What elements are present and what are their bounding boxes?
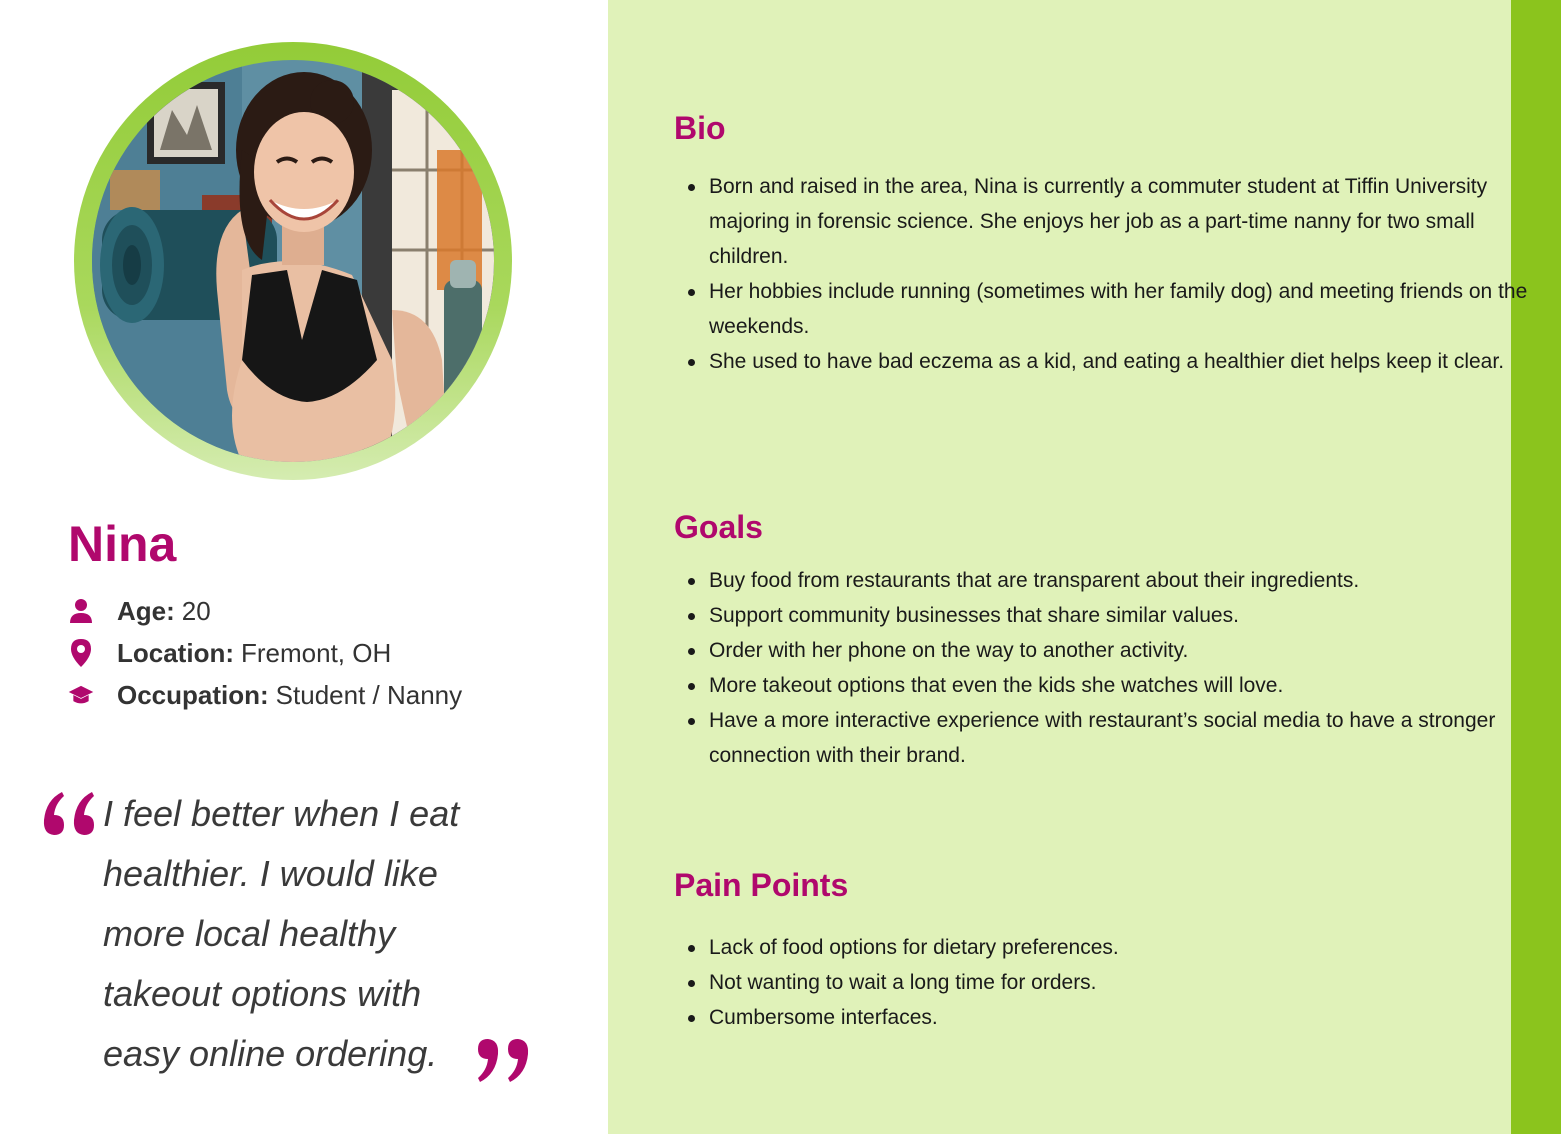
age-label: Age: xyxy=(117,595,175,626)
goals-heading: Goals xyxy=(674,509,763,545)
occupation-row xyxy=(68,675,462,715)
graduation-cap-icon xyxy=(68,680,94,710)
location-pin-icon xyxy=(68,638,94,668)
list-item: Cumbersome interfaces. xyxy=(709,1000,1529,1035)
close-quote-icon xyxy=(476,1038,532,1084)
list-item: Born and raised in the area, Nina is currently a commuter student at Tiffin University majoring in forensic science. She enjoys her job as a part-time nanny for two small children. xyxy=(709,169,1529,274)
list-item: More takeout options that even the kids she watches will love. xyxy=(709,668,1529,703)
list-item: She used to have bad eczema as a kid, and eating a healthier diet helps keep it clear. xyxy=(709,344,1529,379)
list-item: Buy food from restaurants that are transparent about their ingredients. xyxy=(709,563,1529,598)
age-value: 20 xyxy=(181,595,211,626)
list-item: Not wanting to wait a long time for orders. xyxy=(709,965,1529,1000)
open-quote-icon xyxy=(40,790,98,838)
occupation-label: Occupation: xyxy=(117,679,269,710)
pain-points-list xyxy=(674,930,1529,1035)
bio-list xyxy=(674,169,1529,379)
persona-quote xyxy=(103,784,523,1084)
persona-name: Nina xyxy=(68,516,177,572)
list-item: Lack of food options for dietary preferences. xyxy=(709,930,1529,965)
list-item: Order with her phone on the way to another activity. xyxy=(709,633,1529,668)
occupation-value: Student / Nanny xyxy=(275,679,463,710)
list-item: Have a more interactive experience with restaurant’s social media to have a stronger connection with their brand. xyxy=(709,703,1529,773)
location-label: Location: xyxy=(117,637,234,668)
quote-line: easy online ordering. xyxy=(103,1033,438,1074)
quote-line: takeout options with xyxy=(103,973,422,1014)
age-row xyxy=(68,591,211,631)
quote-line: more local healthy xyxy=(103,913,396,954)
list-item: Her hobbies include running (sometimes with her family dog) and meeting friends on the weekends. xyxy=(709,274,1529,344)
list-item: Support community businesses that share similar values. xyxy=(709,598,1529,633)
location-row xyxy=(68,633,391,673)
location-value: Fremont, OH xyxy=(241,637,392,668)
goals-list xyxy=(674,563,1529,773)
quote-line: I feel better when I eat xyxy=(103,793,460,834)
quote-line: healthier. I would like xyxy=(103,853,438,894)
bio-heading: Bio xyxy=(674,110,726,146)
pain-points-heading: Pain Points xyxy=(674,867,849,903)
person-icon xyxy=(68,596,94,626)
profile-photo xyxy=(92,60,494,462)
